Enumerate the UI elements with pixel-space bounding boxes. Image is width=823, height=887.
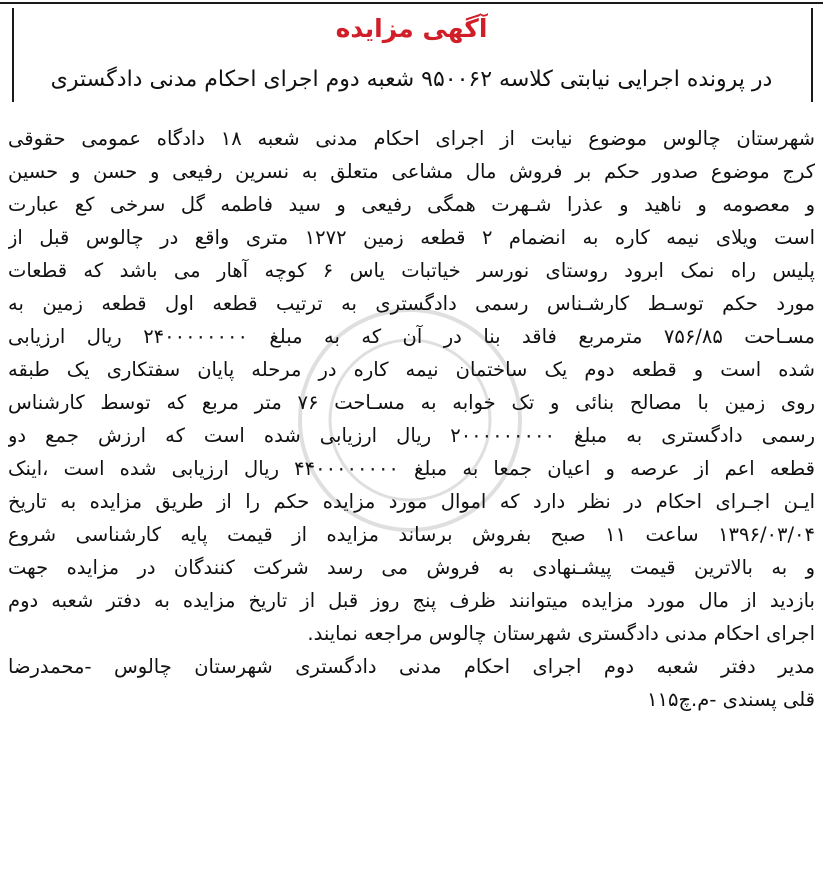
signature-line: مدیر دفتر شعبه دوم اجرای احکام مدنی دادگستری شهرستان چالوس -محمدرضا bbox=[8, 655, 815, 678]
body-line: رسمی دادگستری به مبلغ ۲۰۰۰۰۰۰۰۰۰ ریال ارزیابی شده است که ارزش جمع دو bbox=[8, 424, 815, 447]
notice-title: آگهی مزایده bbox=[335, 14, 488, 43]
body-line: ۱۳۹۶/۰۳/۰۴ ساعت ۱۱ صبح بفروش برساند مزایده از قیمت پایه کارشناسی شروع bbox=[8, 523, 815, 546]
body-line: قطعه اعم از عرصه و اعیان جمعا به مبلغ ۴۴۰۰۰۰۰۰۰۰ ریال ارزیابی شده است ،اینک bbox=[8, 457, 815, 480]
body-line: است ویلای نیمه کاره به انضمام ۲ قطعه زمین ۱۲۷۲ متری واقع در چالوس قبل از bbox=[8, 226, 815, 249]
body-line: مسـاحت ۷۵۶/۸۵ مترمربع فاقد بنا در آن که به مبلغ ۲۴۰۰۰۰۰۰۰۰ ریال ارزیابی bbox=[8, 325, 815, 348]
notice-subtitle: در پرونده اجرایی نیابتی کلاسه ۹۵۰۰۶۲ شعبه دوم اجرای احکام مدنی دادگستری bbox=[50, 67, 773, 92]
body-line: و معصومه و ناهید و عذرا شـهرت همگی رفیعی و سید فاطمه گل سرخی کع عبارت bbox=[8, 193, 815, 216]
body-line: بازدید از مال مورد مزایده میتوانند ظرف پنج روز قبل از تاریخ مزایده به دفتر شعبه دوم bbox=[8, 589, 815, 612]
body-line: پلیس راه نمک ابرود روستای نورسر خیاتبات یاس ۶ کوچه آهار می باشد که قطعات bbox=[8, 259, 815, 282]
signature-line: قلی پسندی -م.چ۱۱۵ bbox=[647, 688, 815, 711]
body-line: و به بالاترین قیمت پیشـنهادی به فروش می رسد شرکت کنندگان در مزایده جهت bbox=[8, 556, 815, 579]
notice-body bbox=[8, 122, 815, 716]
body-line: ایـن اجـرای احکام در نظر دارد که اموال مورد مزایده حکم را از طریق مزایده به تاریخ bbox=[8, 490, 815, 513]
body-line: شهرستان چالوس موضوع نیابت از اجرای احکام مدنی شعبه ۱۸ دادگاه عمومی حقوقی bbox=[8, 127, 815, 150]
body-line: شده است و قطعه دوم یک ساختمان نیمه کاره در مرحله پایان سفتکاری یک طبقه bbox=[8, 358, 815, 381]
top-border-rule bbox=[0, 2, 823, 4]
body-line: روی زمین با مصالح بنائی و تک خوابه به مسـاحت ۷۶ متر مربع که توسط کارشناس bbox=[8, 391, 815, 414]
body-line: اجرای احکام مدنی دادگستری شهرستان چالوس مراجعه نمایند. bbox=[307, 622, 815, 645]
body-line: کرج موضوع صدور حکم بر فروش مال مشاعی متعلق به نسرین رفیعی و حسن و حسین bbox=[8, 160, 815, 183]
body-line: مورد حکم توسـط کارشـناس رسمی دادگستری به ترتیب قطعه اول قطعه زمین به bbox=[8, 292, 815, 315]
